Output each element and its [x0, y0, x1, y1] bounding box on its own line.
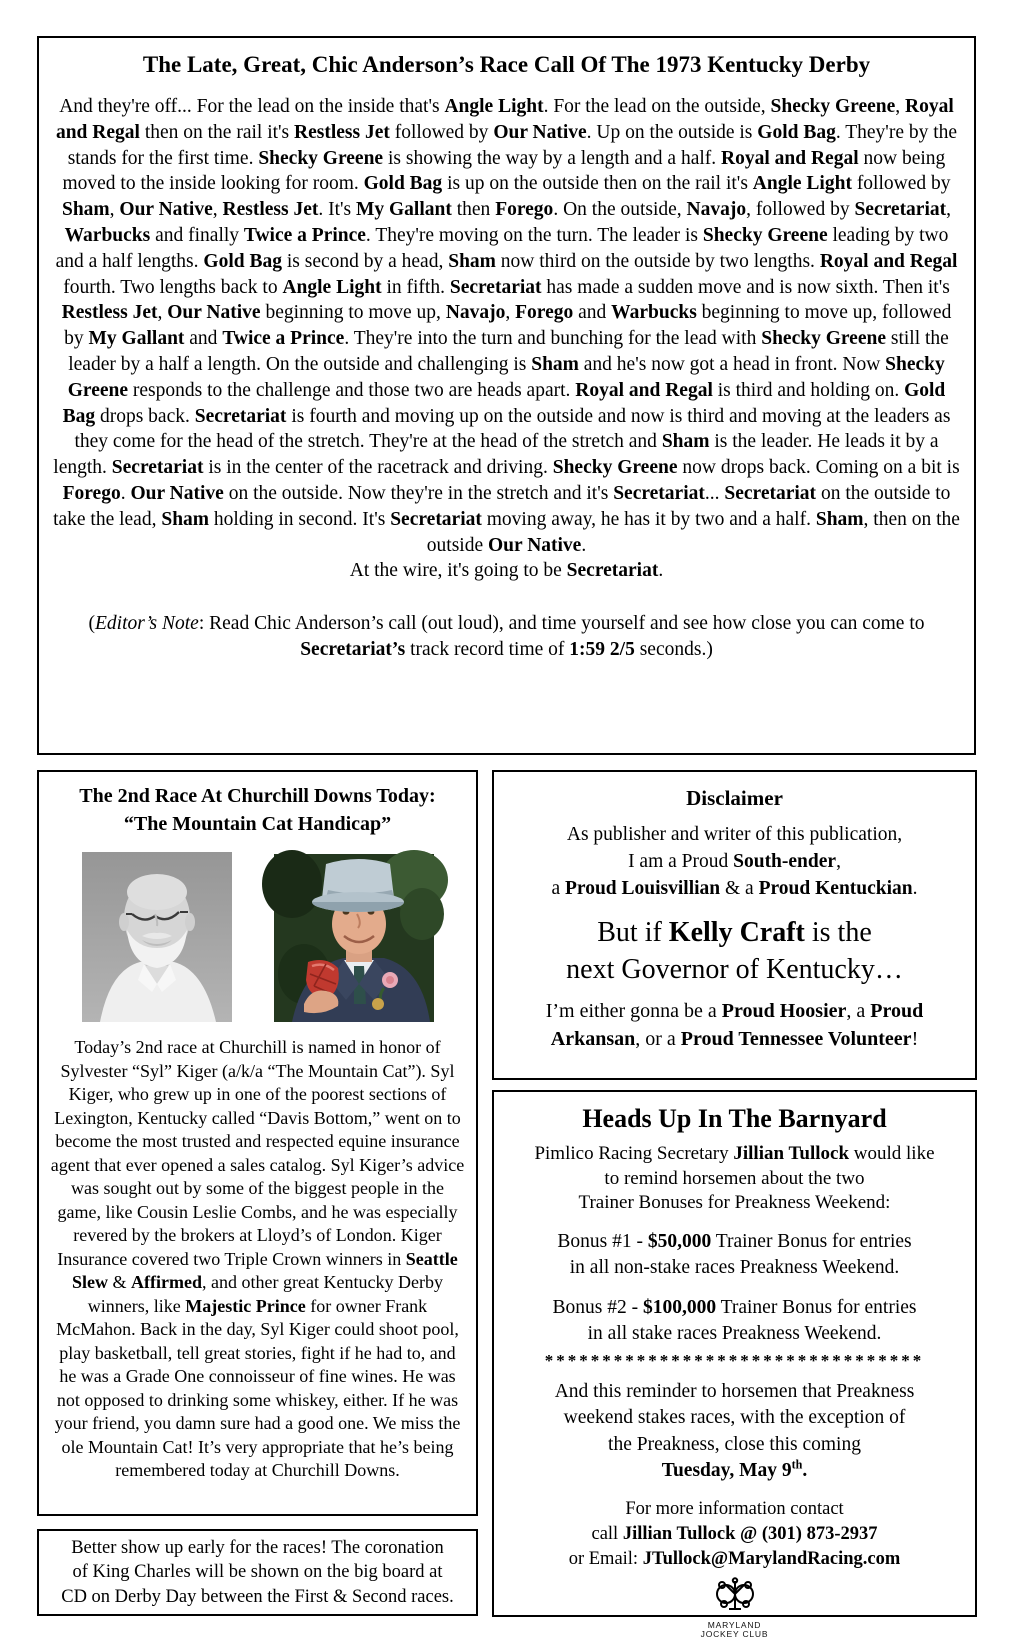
- mountain-cat-body: Today’s 2nd race at Churchill is named in honor of Sylvester “Syl” Kiger (a/k/a “The Mountain Cat”). Syl Kiger, who grew up in one of the poorest sections of Lexington, Kentucky called “Davis Bottom,” went on to become the most trusted and respected equine insurance agent that ever opened a sales catalog. Syl Kiger’s advice was sought out by some of the biggest people in the game, like Cousin Leslie Combs, and he was especially revered by the brokers at Lloyd’s of London. Kiger Insurance covered two Triple Crown winners in Seattle Slew & Affirmed, and other great Kentucky Derby winners, like Majestic Prince for owner Frank McMahon. Back in the day, Syl Kiger could shoot pool, play basketball, tell great stories, fight if he had to, and he was a Grade One connoisseur of fine wines. He was not opposed to drinking some whiskey, either. If he was your friend, you damn sure had a good one. We miss the ole Mountain Cat! It’s very appropriate that he’s being remembered today at Churchill Downs.: [50, 1037, 465, 1480]
- barnyard-title: Heads Up In The Barnyard: [582, 1104, 887, 1133]
- mjc-logo-caption: [504, 1621, 965, 1640]
- photo-row: [49, 850, 466, 1022]
- mountain-cat-box: [37, 770, 478, 1516]
- mjc-caption-line1: MARYLAND: [707, 1619, 762, 1630]
- barnyard-box: [492, 1090, 977, 1639]
- mountain-cat-title: The 2nd Race At Churchill Downs Today: “The Mountain Cat Handicap”: [79, 785, 436, 835]
- asterisk-divider: *********************************: [544, 1350, 925, 1370]
- race-call-text: And they're off... For the lead on the inside that's Angle Light. For the lead on the outside, Shecky Greene, Royal and Regal then on the rail it's Restless Jet followed by Our Native. Up on the outside is Gold Bag. They're by the stands for the first time. Shecky Greene is showing the way by a length and a half. Royal and Regal now being moved to the inside looking for room. Gold Bag is up on the outside then on the rail it's Angle Light followed by Sham, Our Native, Restless Jet. It's My Gallant then Forego. On the outside, Navajo, followed by Secretariat, Warbucks and finally Twice a Prince. They're moving on the turn. The leader is Shecky Greene leading by two and a half lengths. Gold Bag is second by a head, Sham now third on the outside by two lengths. Royal and Regal fourth. Two lengths back to Angle Light in fifth. Secretariat has made a sudden move and is now sixth. Then it's Restless Jet, Our Native beginning to move up, Navajo, Forego and Warbucks beginning to move up, followed by My Gallant and Twice a Prince. They're into the turn and bunching for the lead with Shecky Greene still the leader by a half a length. On the outside and challenging is Sham and he's now got a head in front. Now Shecky Greene responds to the challenge and those two are heads apart. Royal and Regal is third and holding on. Gold Bag drops back. Secretariat is fourth and moving up on the outside and now is third and moving at the leaders as they come for the head of the stretch. They're at the head of the stretch and Sham is the leader. He leads it by a length. Secretariat is in the center of the racetrack and driving. Shecky Greene now drops back. Coming on a bit is Forego. Our Native on the outside. Now they're in the stretch and it's Secretariat... Secretariat on the outside to take the lead, Sham holding in second. It's Secretariat moving away, he has it by two and a half. Sham, then on the outside Our Native. At the wire, it's going to be Secretariat.: [53, 96, 960, 582]
- photo-syl-kiger-grayscale: [82, 852, 232, 1022]
- disclaimer-intro: As publisher and writer of this publication, I am a Proud South-ender, a Proud Louisvillian & a Proud Kentuckian.: [551, 824, 918, 899]
- photo-man-top-hat-color: [274, 854, 434, 1022]
- bonus1-text: Bonus #1 - $50,000 Trainer Bonus for entries in all non-stake races Preakness Weekend.: [557, 1230, 912, 1278]
- disclaimer-big-line: But if Kelly Craft is the next Governor of Kentucky…: [566, 917, 903, 985]
- maryland-jockey-club-logo: [504, 1577, 965, 1640]
- bonus2-text: Bonus #2 - $100,000 Trainer Bonus for entries in all stake races Preakness Weekend.: [552, 1296, 917, 1344]
- disclaimer-box: [492, 770, 977, 1080]
- disclaimer-title: Disclaimer: [686, 786, 783, 810]
- barnyard-intro: Pimlico Racing Secretary Jillian Tullock would like to remind horsemen about the two Trainer Bonuses for Preakness Weekend:: [534, 1143, 935, 1213]
- coronation-box: [37, 1529, 478, 1616]
- disclaimer-outro: I’m either gonna be a Proud Hoosier, a Proud Arkansan, or a Proud Tennessee Volunteer!: [545, 1000, 924, 1050]
- editors-note: (Editor’s Note: Read Chic Anderson’s call (out loud), and time yourself and see how close you can come to Secretariat’s track record time of 1:59 2/5 seconds.): [88, 613, 925, 661]
- race-call-box: [37, 36, 976, 755]
- contact-info: For more information contact call Jillian Tullock @ (301) 873-2937 or Email: JTullock@MarylandRacing.com: [568, 1498, 901, 1569]
- mjc-caption-line2: JOCKEY CLUB: [700, 1629, 769, 1639]
- race-call-title: The Late, Great, Chic Anderson’s Race Call Of The 1973 Kentucky Derby: [142, 52, 871, 77]
- preakness-reminder: And this reminder to horsemen that Preakness weekend stakes races, with the exception of the Preakness, close this coming Tuesday, May 9th.: [554, 1380, 915, 1481]
- coronation-text: Better show up early for the races! The coronation of King Charles will be shown on the big board at CD on Derby Day between the First & Second races.: [61, 1537, 454, 1607]
- mjc-monogram-icon: [712, 1577, 758, 1615]
